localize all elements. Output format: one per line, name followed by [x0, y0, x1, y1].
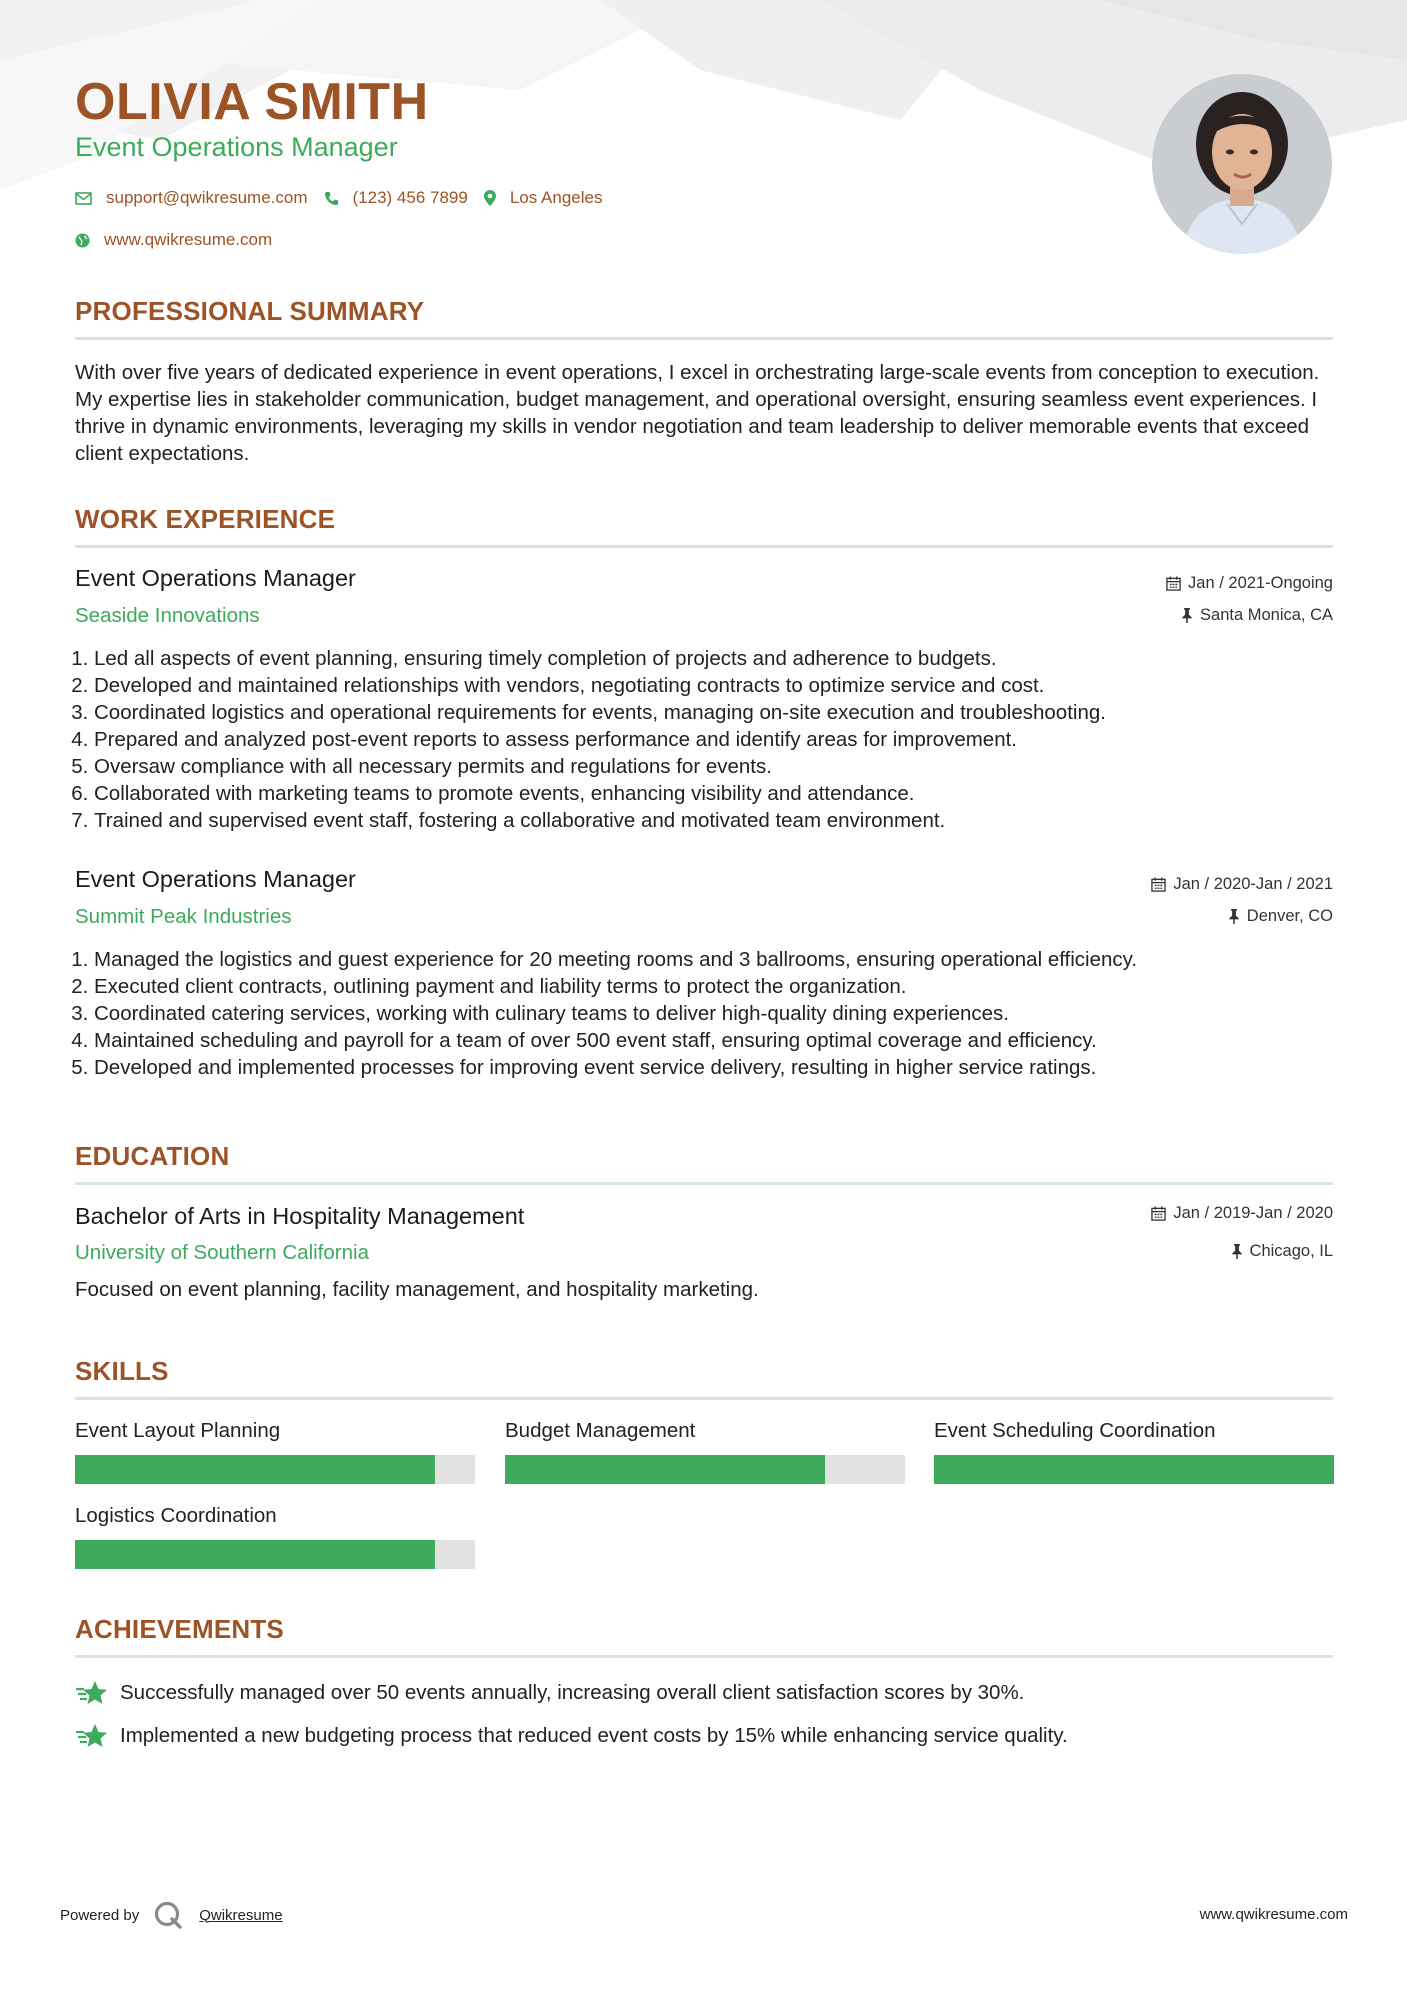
summary-text: With over five years of dedicated experience in event operations, I excel in orchestrating large-scale events from conception to execution. My expertise lies in stakeholder communication, budget management, and operational oversight, ensuring seamless event experiences. I thrive in dynamic environments, leveraging my skills in vendor negotiation and team leadership to deliver memorable events that exceed client expectations. [75, 361, 1320, 465]
skill-item [75, 1419, 475, 1484]
website-text[interactable]: www.qwikresume.com [104, 230, 273, 249]
list-item: 1. Led all aspects of event planning, ensuring timely completion of projects and adherence to budgets. [94, 645, 1352, 672]
section-title-skills: SKILLS [75, 1356, 1333, 1400]
list-item: 3. Coordinated logistics and operational requirements for events, managing on-site execution and troubleshooting. [94, 699, 1352, 726]
list-item: 1. Managed the logistics and guest experience for 20 meeting rooms and 3 ballrooms, ensuring operational efficiency. [94, 946, 1352, 973]
job-bullets [75, 645, 1352, 834]
job-location-text: Denver, CO [1246, 907, 1333, 925]
pushpin-icon [1231, 1244, 1243, 1259]
education-location [1231, 1242, 1333, 1261]
portrait-illustration [1152, 74, 1332, 254]
job-location [1181, 606, 1333, 625]
skill-bar-track [75, 1540, 475, 1569]
skill-bar-fill [75, 1455, 435, 1484]
job-location [1228, 907, 1333, 926]
skill-label: Logistics Coordination [75, 1504, 277, 1527]
pushpin-icon [1181, 608, 1193, 623]
candidate-name: OLIVIA SMITH [75, 73, 429, 131]
qwikresume-logo-icon [153, 1900, 183, 1930]
location-text: Los Angeles [509, 188, 603, 207]
contact-row-website [75, 230, 288, 250]
footer-website[interactable]: www.qwikresume.com [1199, 1906, 1348, 1923]
contact-location [484, 188, 603, 208]
skill-item [934, 1419, 1334, 1484]
achievement-item [75, 1722, 1068, 1750]
job-location-text: Santa Monica, CA [1200, 606, 1333, 624]
skill-item [505, 1419, 905, 1484]
email-text[interactable]: support@qwikresume.com [106, 188, 308, 207]
contact-row [75, 188, 618, 208]
job-dates [1151, 875, 1333, 894]
section-title-experience: WORK EXPERIENCE [75, 504, 1333, 548]
contact-email[interactable] [75, 188, 308, 208]
education-location-text: Chicago, IL [1249, 1242, 1333, 1260]
skill-bar-fill [505, 1455, 825, 1484]
education-school: University of Southern California [75, 1241, 369, 1264]
job-company: Seaside Innovations [75, 604, 260, 627]
skill-item [75, 1504, 475, 1569]
job-title: Event Operations Manager [75, 565, 356, 591]
skill-label: Event Layout Planning [75, 1419, 281, 1442]
skill-bar-track [934, 1455, 1334, 1484]
job-company: Summit Peak Industries [75, 905, 292, 928]
powered-by-label: Powered by [60, 1906, 140, 1924]
phone-icon [324, 191, 339, 206]
skill-bar-track [75, 1455, 475, 1484]
skill-label: Event Scheduling Coordination [934, 1419, 1216, 1442]
pushpin-icon [1228, 909, 1240, 924]
calendar-icon [1166, 576, 1181, 591]
list-item: 3. Coordinated catering services, working with culinary teams to deliver high-quality dining experiences. [94, 1000, 1352, 1027]
contact-phone[interactable] [324, 188, 468, 208]
achievement-text: Implemented a new budgeting process that reduced event costs by 15% while enhancing service quality. [120, 1724, 1068, 1747]
job-title: Event Operations Manager [75, 866, 356, 892]
candidate-title: Event Operations Manager [75, 132, 398, 162]
list-item: 5. Oversaw compliance with all necessary permits and regulations for events. [94, 753, 1352, 780]
section-title-achievements: ACHIEVEMENTS [75, 1614, 1333, 1658]
footer-powered-by [60, 1900, 283, 1930]
star-award-icon [75, 1679, 108, 1707]
list-item: 7. Trained and supervised event staff, fostering a collaborative and motivated team environment. [94, 807, 1352, 834]
education-dates-text: Jan / 2019-Jan / 2020 [1173, 1204, 1333, 1222]
brand-link[interactable]: Qwikresume [199, 1906, 283, 1924]
list-item: 2. Executed client contracts, outlining payment and liability terms to protect the organization. [94, 973, 1352, 1000]
star-award-icon [75, 1722, 108, 1750]
job-dates-text: Jan / 2020-Jan / 2021 [1173, 875, 1333, 893]
calendar-icon [1151, 877, 1166, 892]
list-item: 4. Prepared and analyzed post-event reports to assess performance and identify areas for improvement. [94, 726, 1352, 753]
skill-bar-fill [934, 1455, 1334, 1484]
skill-bar-fill [75, 1540, 435, 1569]
job-dates-text: Jan / 2021-Ongoing [1188, 574, 1333, 592]
education-description: Focused on event planning, facility management, and hospitality marketing. [75, 1278, 759, 1301]
section-title-education: EDUCATION [75, 1141, 1333, 1185]
section-title-summary: PROFESSIONAL SUMMARY [75, 296, 1333, 340]
envelope-icon [75, 192, 92, 205]
phone-text[interactable]: (123) 456 7899 [352, 188, 468, 207]
skill-label: Budget Management [505, 1419, 696, 1442]
job-bullets [75, 946, 1352, 1081]
profile-photo [1152, 74, 1332, 254]
map-pin-icon [484, 190, 496, 206]
list-item: 2. Developed and maintained relationships with vendors, negotiating contracts to optimize service and cost. [94, 672, 1352, 699]
job-dates [1166, 574, 1333, 593]
education-degree: Bachelor of Arts in Hospitality Management [75, 1203, 525, 1229]
calendar-icon [1151, 1206, 1166, 1221]
globe-icon [75, 233, 90, 248]
list-item: 4. Maintained scheduling and payroll for a team of over 500 event staff, ensuring optimal coverage and efficiency. [94, 1027, 1352, 1054]
skill-bar-track [505, 1455, 905, 1484]
contact-website[interactable] [75, 230, 272, 250]
achievement-text: Successfully managed over 50 events annually, increasing overall client satisfaction scores by 30%. [120, 1681, 1025, 1704]
achievement-item [75, 1679, 1024, 1707]
list-item: 5. Developed and implemented processes for improving event service delivery, resulting in higher service ratings. [94, 1054, 1352, 1081]
education-dates [1151, 1204, 1333, 1223]
list-item: 6. Collaborated with marketing teams to promote events, enhancing visibility and attendance. [94, 780, 1352, 807]
